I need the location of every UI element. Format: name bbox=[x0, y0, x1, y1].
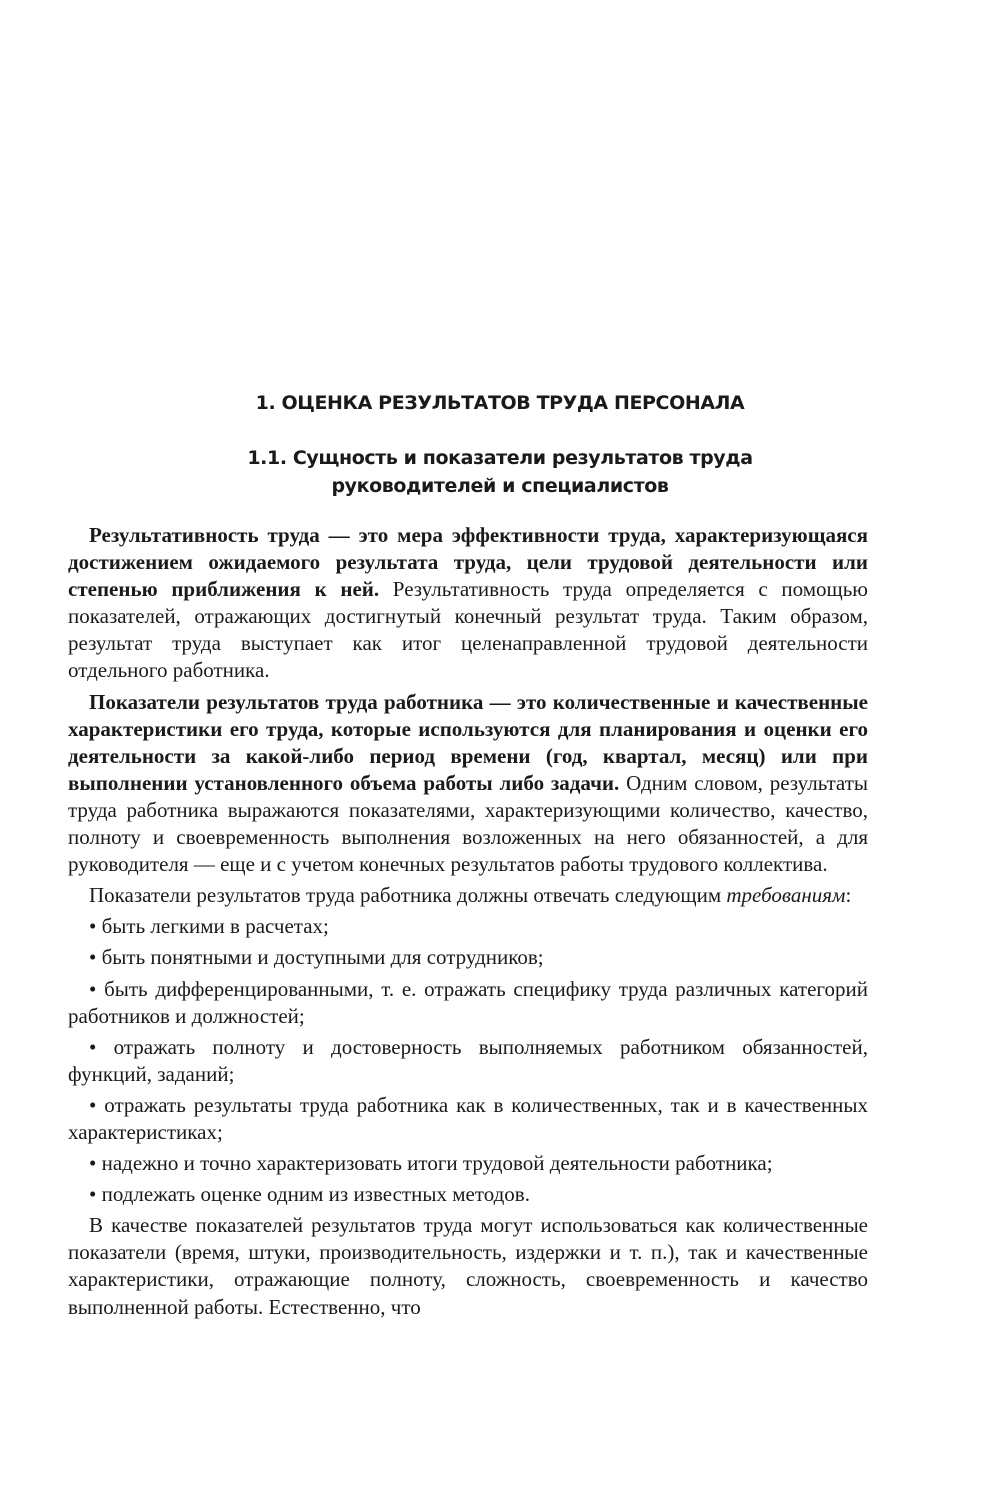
paragraph-definition-indicators bbox=[68, 689, 868, 879]
list-item bbox=[68, 1181, 868, 1208]
list-item bbox=[68, 976, 868, 1030]
colon: : bbox=[845, 883, 852, 908]
paragraph-indicator-types bbox=[68, 1212, 868, 1320]
list-item bbox=[68, 1150, 868, 1177]
section-title-line-1: 1.1. Сущность и показатели результатов труда bbox=[247, 447, 753, 469]
definition-bold: Показатели результатов труда работника — это количественные и качественные характеристики его труда, которые используются для планирования и оценки его деятельности за какой-либо период времени (год, квартал, месяц) или при выполнении установленного объема работы либо задачи. bbox=[68, 689, 868, 795]
paragraph-text: В качестве показателей результатов труда могут использоваться как количественные показатели (время, штуки, производительность, издержки и т. п.), так и качественные характеристики, отражающие полноту, сложность, своевременность и качество выполненной работы. Естественно, что bbox=[68, 1213, 868, 1319]
body-text bbox=[68, 522, 868, 1325]
paragraph-text: Одним словом, результаты труда работника выражаются показателями, характеризующими количество, качество, полноту и своевременность выполнения возложенных на него обязанностей, а для руководителя — еще и с учетом конечных результатов работы трудового коллектива. bbox=[68, 770, 868, 877]
list-item bbox=[68, 1034, 868, 1088]
list-item-text: • отражать полноту и достоверность выполняемых работником обязанностей, функций, заданий; bbox=[68, 1034, 868, 1086]
list-item-text: • быть дифференцированными, т. е. отражать специфику труда различных категорий работников и должностей; bbox=[68, 976, 868, 1028]
list-item-text: • отражать результаты труда работника как в количественных, так и в качественных характеристиках; bbox=[68, 1092, 868, 1144]
list-item-text: • подлежать оценке одним из известных методов. bbox=[89, 1182, 530, 1207]
paragraph-definition-effectiveness bbox=[68, 522, 868, 685]
list-item bbox=[68, 1092, 868, 1146]
list-item-text: • быть легкими в расчетах; bbox=[89, 914, 329, 939]
section-title-line-2: руководителей и специалистов bbox=[331, 475, 669, 497]
definition-bold: Результативность труда — это мера эффективности труда, характеризующаяся достижением ожидаемого результата труда, цели трудовой деятельности или степенью приближения к ней. bbox=[68, 523, 868, 602]
list-item bbox=[68, 944, 868, 971]
paragraph-text: Результативность труда определяется с помощью показателей, отражающих достигнутый конечный результат труда. Таким образом, результат труда выступает как итог целенаправленной трудовой деятельности отдельного работника. bbox=[68, 577, 868, 683]
requirements-list bbox=[68, 913, 868, 1208]
italic-term: требованиям bbox=[726, 883, 846, 908]
paragraph-requirements-intro bbox=[68, 882, 868, 909]
section-title bbox=[0, 444, 1000, 500]
paragraph-text: Показатели результатов труда работника должны отвечать следующим bbox=[89, 883, 727, 908]
list-item-text: • быть понятными и доступными для сотрудников; bbox=[89, 945, 544, 970]
chapter-title: 1. ОЦЕНКА РЕЗУЛЬТАТОВ ТРУДА ПЕРСОНАЛА bbox=[255, 392, 745, 414]
list-item bbox=[68, 913, 868, 940]
list-item-text: • надежно и точно характеризовать итоги трудовой деятельности работника; bbox=[89, 1151, 773, 1176]
